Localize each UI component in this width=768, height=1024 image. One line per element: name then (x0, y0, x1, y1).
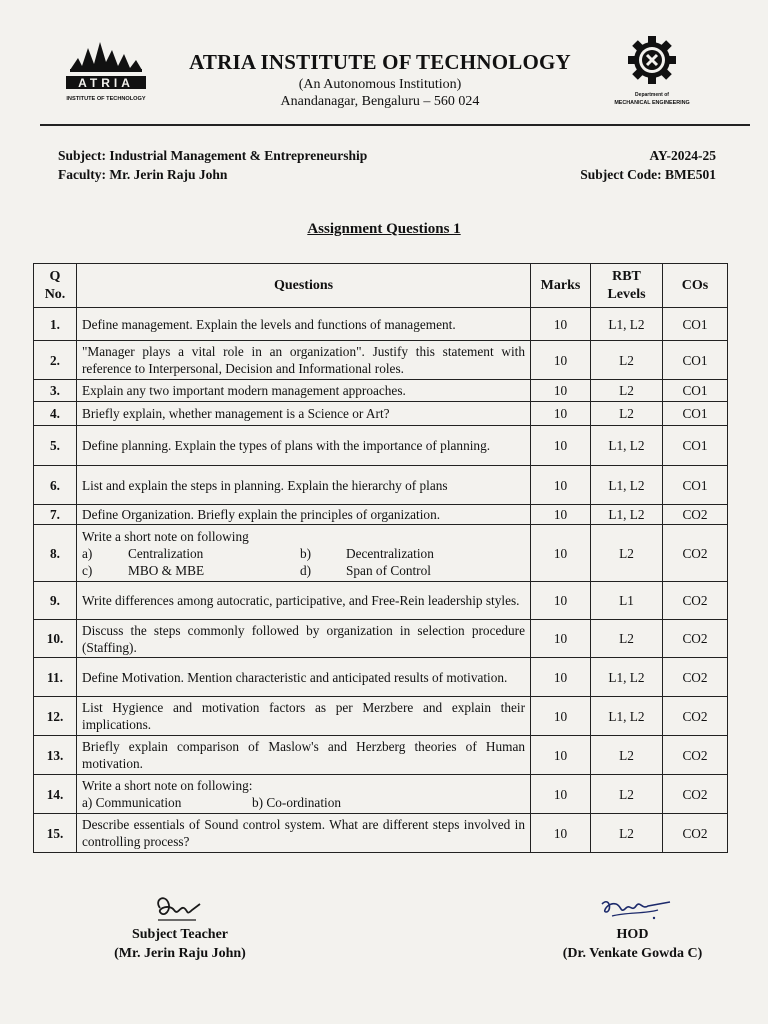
co-cell: CO1 (663, 380, 728, 402)
sub-item-row: a) Centralization b) Decentralization (82, 545, 434, 561)
rbt-cell: L2 (591, 341, 663, 380)
table-row (34, 736, 728, 775)
marks-cell: 10 (531, 697, 591, 736)
question-number: 3. (34, 380, 77, 402)
institute-address-block (150, 76, 610, 110)
question-number: 12. (34, 697, 77, 736)
co-cell: CO2 (663, 814, 728, 853)
co-cell: CO1 (663, 341, 728, 380)
header-divider (40, 124, 750, 126)
hod-name: (Dr. Venkate Gowda C) (562, 946, 703, 961)
dept-logo-line1: Department of (635, 92, 669, 98)
question-text: Discuss the steps commonly followed by organization in selection procedure (Staffing). (77, 620, 531, 658)
table-row (34, 308, 728, 341)
subject-info (58, 146, 367, 184)
marks-cell: 10 (531, 380, 591, 402)
subject-code: Subject Code: BME501 (580, 167, 716, 182)
question-text: List and explain the steps in planning. Explain the hierarchy of plans (77, 466, 531, 505)
qno-header: Q No. (34, 264, 77, 308)
marks-cell: 10 (531, 582, 591, 620)
hod-signature (598, 894, 676, 922)
hod-title: HOD (616, 927, 649, 942)
question-number: 15. (34, 814, 77, 853)
co-cell: CO2 (663, 697, 728, 736)
co-cell: CO1 (663, 426, 728, 466)
co-cell: CO1 (663, 308, 728, 341)
marks-cell: 10 (531, 814, 591, 853)
marks-cell: 10 (531, 402, 591, 426)
question-text (77, 525, 531, 582)
rbt-cell: L2 (591, 620, 663, 658)
marks-cell: 10 (531, 620, 591, 658)
question-intro: Write a short note on following (82, 528, 249, 544)
rbt-cell: L1, L2 (591, 308, 663, 341)
rbt-cell: L2 (591, 775, 663, 814)
table-row (34, 380, 728, 402)
co-cell: CO2 (663, 620, 728, 658)
subject-teacher-signature-block (95, 925, 265, 963)
institute-address: Anandanagar, Bengaluru – 560 024 (280, 94, 480, 109)
rbt-cell: L2 (591, 736, 663, 775)
question-number: 9. (34, 582, 77, 620)
marks-cell: 10 (531, 426, 591, 466)
co-cell: CO1 (663, 466, 728, 505)
course-info (580, 146, 716, 184)
table-row (34, 466, 728, 505)
table-row (34, 402, 728, 426)
table-row (34, 582, 728, 620)
rbt-cell: L2 (591, 402, 663, 426)
question-text: Define Motivation. Mention characteristic and anticipated results of motivation. (77, 658, 531, 697)
question-number: 13. (34, 736, 77, 775)
teacher-name: (Mr. Jerin Raju John) (114, 946, 246, 961)
assignment-title: Assignment Questions 1 (307, 221, 461, 237)
rbt-cell: L1, L2 (591, 697, 663, 736)
question-text: Explain any two important modern management approaches. (77, 380, 531, 402)
table-row (34, 658, 728, 697)
rbt-cell: L1 (591, 582, 663, 620)
rbt-header: RBT Levels (591, 264, 663, 308)
table-row (34, 341, 728, 380)
rbt-cell: L1, L2 (591, 505, 663, 525)
table-row (34, 814, 728, 853)
dept-logo-line2: MECHANICAL ENGINEERING (614, 100, 690, 106)
atria-logo (58, 36, 154, 108)
rbt-cell: L1, L2 (591, 466, 663, 505)
question-text: Briefly explain comparison of Maslow's and Herzberg theories of Human motivation. (77, 736, 531, 775)
subject-name: Subject: Industrial Management & Entrepreneurship (58, 148, 368, 163)
marks-cell: 10 (531, 658, 591, 697)
logo-tagline: INSTITUTE OF TECHNOLOGY (66, 96, 146, 102)
academic-year: AY-2024-25 (649, 148, 716, 163)
marks-cell: 10 (531, 775, 591, 814)
hod-signature-block (540, 925, 725, 963)
question-number: 11. (34, 658, 77, 697)
question-number: 8. (34, 525, 77, 582)
marks-header: Marks (531, 264, 591, 308)
cos-header: COs (663, 264, 728, 308)
question-text: Define management. Explain the levels and functions of management. (77, 308, 531, 341)
question-number: 10. (34, 620, 77, 658)
department-gear-logo (600, 32, 704, 110)
marks-cell: 10 (531, 736, 591, 775)
rbt-cell: L1, L2 (591, 658, 663, 697)
question-text: Briefly explain, whether management is a Science or Art? (77, 402, 531, 426)
institute-name: ATRIA INSTITUTE OF TECHNOLOGY (189, 50, 571, 74)
question-text: List Hygience and motivation factors as per Merzbere and explain their implications. (77, 697, 531, 736)
question-number: 7. (34, 505, 77, 525)
marks-cell: 10 (531, 525, 591, 582)
marks-cell: 10 (531, 505, 591, 525)
teacher-signature (150, 890, 210, 926)
question-intro: Write a short note on following: (82, 778, 253, 793)
question-number: 1. (34, 308, 77, 341)
table-row (34, 505, 728, 525)
sub-item-row: a) Communication b) Co-ordination (82, 795, 342, 810)
co-cell: CO2 (663, 658, 728, 697)
question-number: 14. (34, 775, 77, 814)
co-cell: CO2 (663, 505, 728, 525)
logo-wordmark: ATRIA (78, 76, 134, 90)
sub-item-row: c) MBO & MBE d) Span of Control (82, 562, 431, 578)
table-row (34, 697, 728, 736)
question-number: 6. (34, 466, 77, 505)
question-number: 4. (34, 402, 77, 426)
teacher-title: Subject Teacher (131, 927, 229, 942)
question-text: Define planning. Explain the types of plans with the importance of planning. (77, 426, 531, 466)
question-text (77, 775, 531, 814)
questions-table (33, 263, 728, 853)
table-row (34, 775, 728, 814)
question-number: 2. (34, 341, 77, 380)
question-text: Define Organization. Briefly explain the principles of organization. (77, 505, 531, 525)
co-cell: CO1 (663, 402, 728, 426)
marks-cell: 10 (531, 308, 591, 341)
marks-cell: 10 (531, 466, 591, 505)
question-text: Write differences among autocratic, participative, and Free-Rein leadership styles. (77, 582, 531, 620)
co-cell: CO2 (663, 525, 728, 582)
institute-status: (An Autonomous Institution) (298, 77, 462, 92)
question-number: 5. (34, 426, 77, 466)
faculty-name: Faculty: Mr. Jerin Raju John (58, 167, 228, 182)
co-cell: CO2 (663, 582, 728, 620)
table-row (34, 525, 728, 582)
rbt-cell: L2 (591, 380, 663, 402)
rbt-cell: L2 (591, 814, 663, 853)
co-cell: CO2 (663, 736, 728, 775)
rbt-cell: L2 (591, 525, 663, 582)
rbt-cell: L1, L2 (591, 426, 663, 466)
table-header-row (34, 264, 728, 308)
co-cell: CO2 (663, 775, 728, 814)
table-row (34, 620, 728, 658)
question-text: "Manager plays a vital role in an organization". Justify this statement with reference to Interpersonal, Decision and Informational roles. (77, 341, 531, 380)
question-text: Describe essentials of Sound control system. What are different steps involved in controlling process? (77, 814, 531, 853)
table-row (34, 426, 728, 466)
marks-cell: 10 (531, 341, 591, 380)
questions-header: Questions (77, 264, 531, 308)
